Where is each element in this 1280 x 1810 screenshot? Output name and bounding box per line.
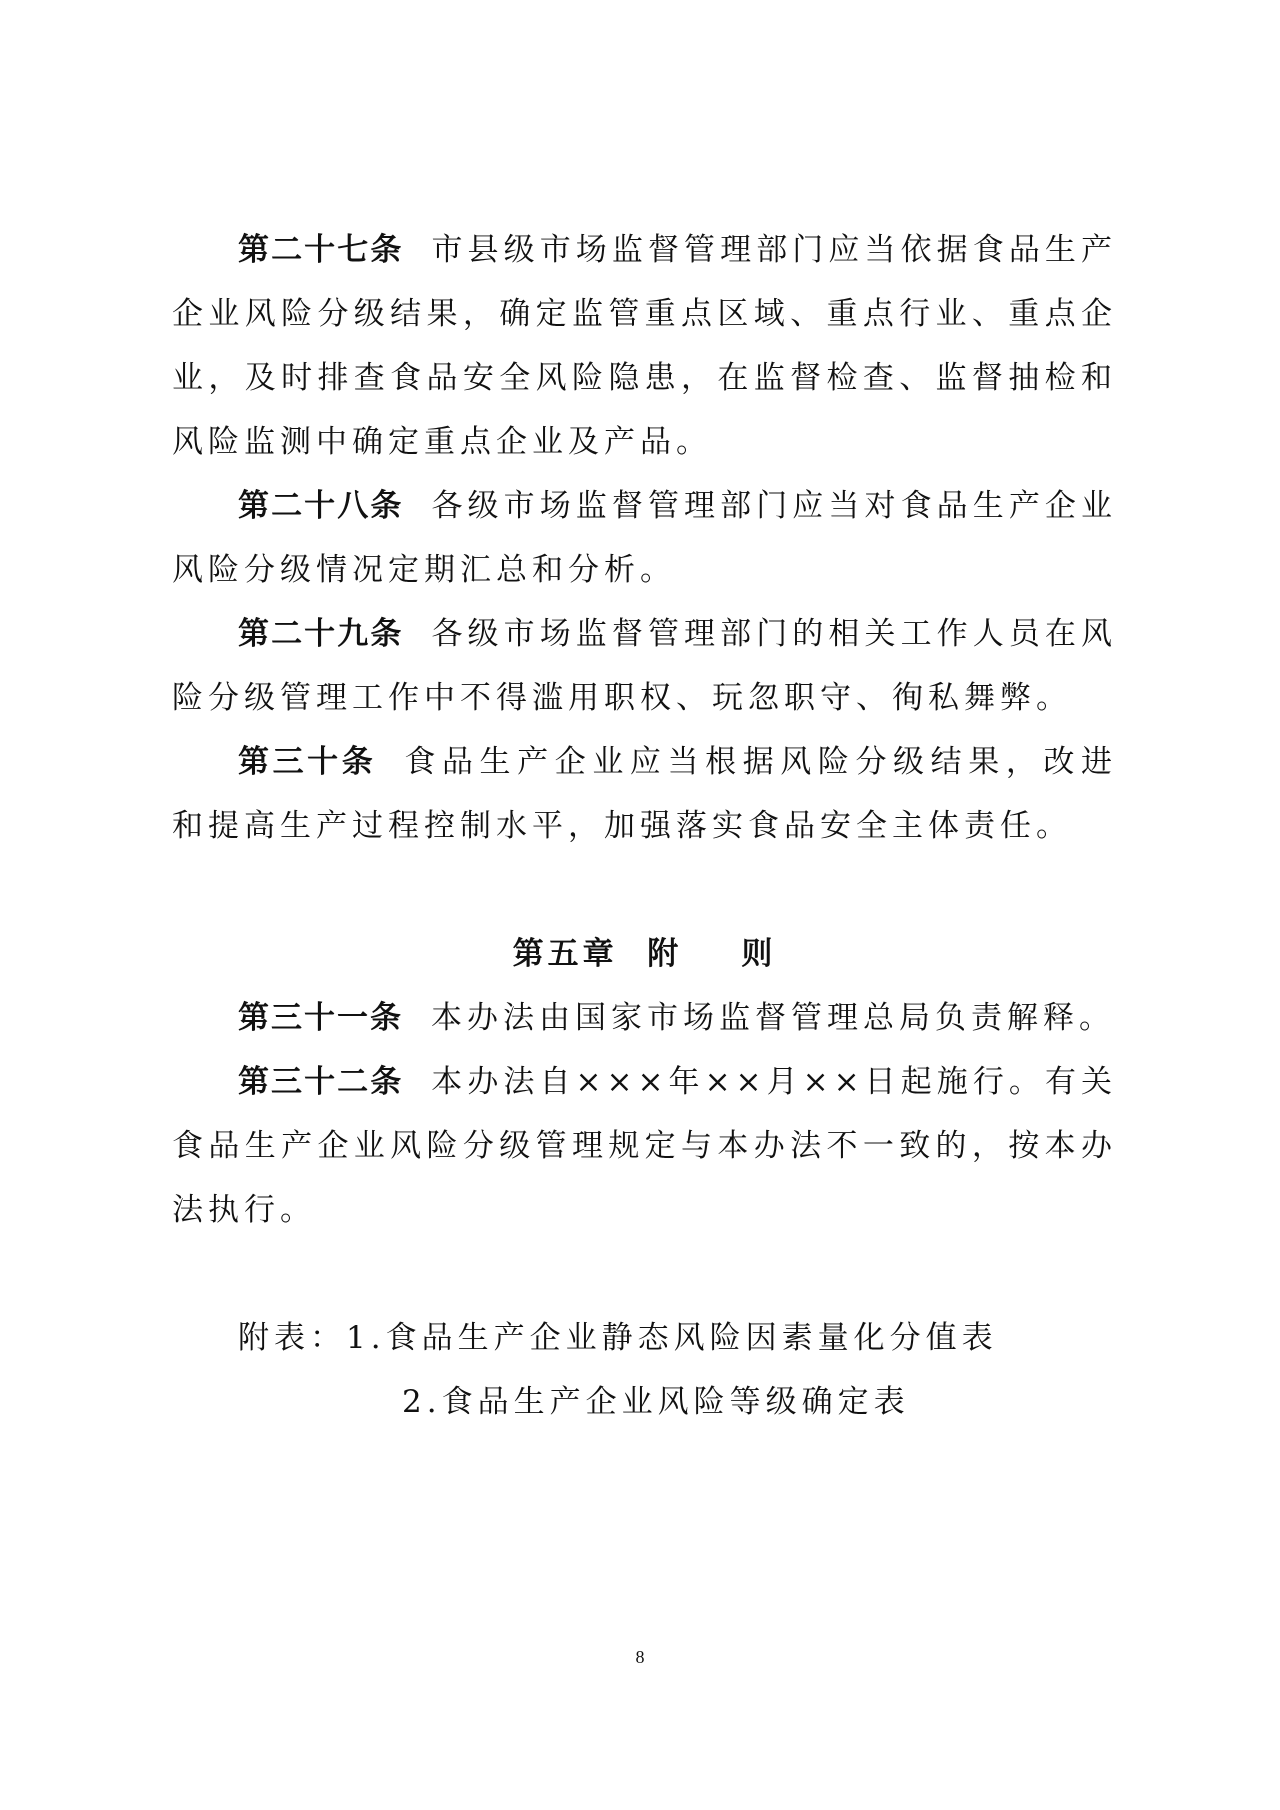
article-27 [172,218,1117,474]
article-text: 本办法自×××年××月××日起施行。有关食品生产企业风险分级管理规定与本办法不一致的，按本办法执行。 [172,1064,1117,1228]
chapter-title: 第五章 附 则 [512,936,777,972]
article-text: 各级市场监督管理部门应当对食品生产企业风险分级情况定期汇总和分析。 [172,488,1118,588]
annex-item-1 [238,1306,1117,1370]
article-number: 第三十条 [238,744,377,780]
article-32 [172,1050,1117,1242]
article-number: 第二十八条 [238,488,404,524]
annex-item-text: 2.食品生产企业风险等级确定表 [402,1384,910,1420]
article-31 [172,986,1117,1050]
document-body [172,218,1117,1434]
article-number: 第二十九条 [238,616,404,652]
article-text: 本办法由国家市场监督管理总局负责解释。 [431,1000,1115,1036]
article-number: 第二十七条 [238,232,404,268]
article-number: 第三十二条 [238,1064,404,1100]
article-text: 各级市场监督管理部门的相关工作人员在风险分级管理工作中不得滥用职权、玩忽职守、徇私舞弊。 [172,616,1118,716]
article-29 [172,602,1117,730]
article-text: 市县级市场监督管理部门应当依据食品生产企业风险分级结果，确定监管重点区域、重点行业、重点企业，及时排查食品安全风险隐患，在监督检查、监督抽检和风险监测中确定重点企业及产品。 [172,232,1118,460]
annex-item-2 [238,1370,1117,1434]
article-text: 食品生产企业应当根据风险分级结果，改进和提高生产过程控制水平，加强落实食品安全主体责任。 [172,744,1118,844]
page-number: 8 [635,1647,645,1667]
article-30 [172,730,1117,858]
annex-label: 附表： [238,1320,346,1356]
annex-item-text: 1.食品生产企业静态风险因素量化分值表 [346,1320,998,1356]
article-28 [172,474,1117,602]
annex-list [172,1306,1117,1434]
article-number: 第三十一条 [238,1000,403,1036]
